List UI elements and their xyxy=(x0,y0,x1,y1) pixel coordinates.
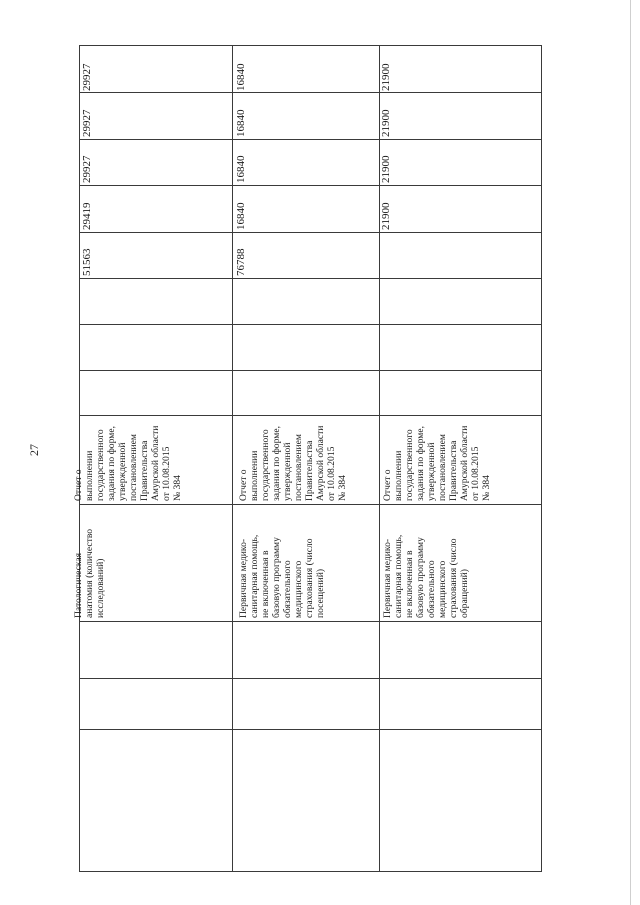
value-cell: 29927 xyxy=(81,63,93,91)
value-cell: 16840 xyxy=(235,63,247,91)
report-source-cell: Отчет о выполнении государственного задания по форме, утвержденной постановлением Правительства Амурской области от 10.08.2015 № 384 xyxy=(382,425,492,501)
service-name-cell: Первичная медико- санитарная помощь, не включенная в базовую программу обязательного медицинского страхования (число обращений) xyxy=(382,534,470,618)
grid-line xyxy=(80,324,541,325)
grid-line xyxy=(80,139,541,140)
value-cell: 16840 xyxy=(235,109,247,137)
grid-line xyxy=(80,278,541,279)
value-cell: 29419 xyxy=(81,202,93,230)
grid-line xyxy=(80,92,541,93)
report-source-cell: Отчет о выполнении государственного задания по форме, утвержденной постановлением Правительства Амурской области от 10.08.2015 № 384 xyxy=(73,425,183,501)
value-cell: 21900 xyxy=(380,63,392,91)
grid-line xyxy=(80,504,541,505)
page-number: 27 xyxy=(27,444,41,456)
grid-line xyxy=(80,729,541,730)
grid-line xyxy=(80,678,541,679)
value-cell: 29927 xyxy=(81,109,93,137)
value-cell: 21900 xyxy=(380,155,392,183)
value-cell: 51563 xyxy=(81,248,93,276)
service-name-cell: Первичная медико- санитарная помощь, не включенная в базовую программу обязательного медицинского страхования (число посещений) xyxy=(238,534,326,618)
service-name-cell: Патологическая анатомия (количество исследований) xyxy=(73,528,106,618)
grid-line xyxy=(80,415,541,416)
grid-line xyxy=(80,621,541,622)
grid-line xyxy=(80,185,541,186)
data-table xyxy=(73,45,542,872)
value-cell: 76788 xyxy=(235,248,247,276)
grid-line xyxy=(232,46,233,871)
value-cell: 21900 xyxy=(380,202,392,230)
grid-line xyxy=(80,232,541,233)
grid-line xyxy=(80,370,541,371)
value-cell: 16840 xyxy=(235,202,247,230)
value-cell: 21900 xyxy=(380,109,392,137)
scan-edge-line xyxy=(630,0,631,905)
value-cell: 16840 xyxy=(235,155,247,183)
value-cell: 29927 xyxy=(81,155,93,183)
report-source-cell: Отчет о выполнении государственного задания по форме, утвержденной постановлением Правительства Амурской области от 10.08.2015 № 384 xyxy=(238,425,348,501)
